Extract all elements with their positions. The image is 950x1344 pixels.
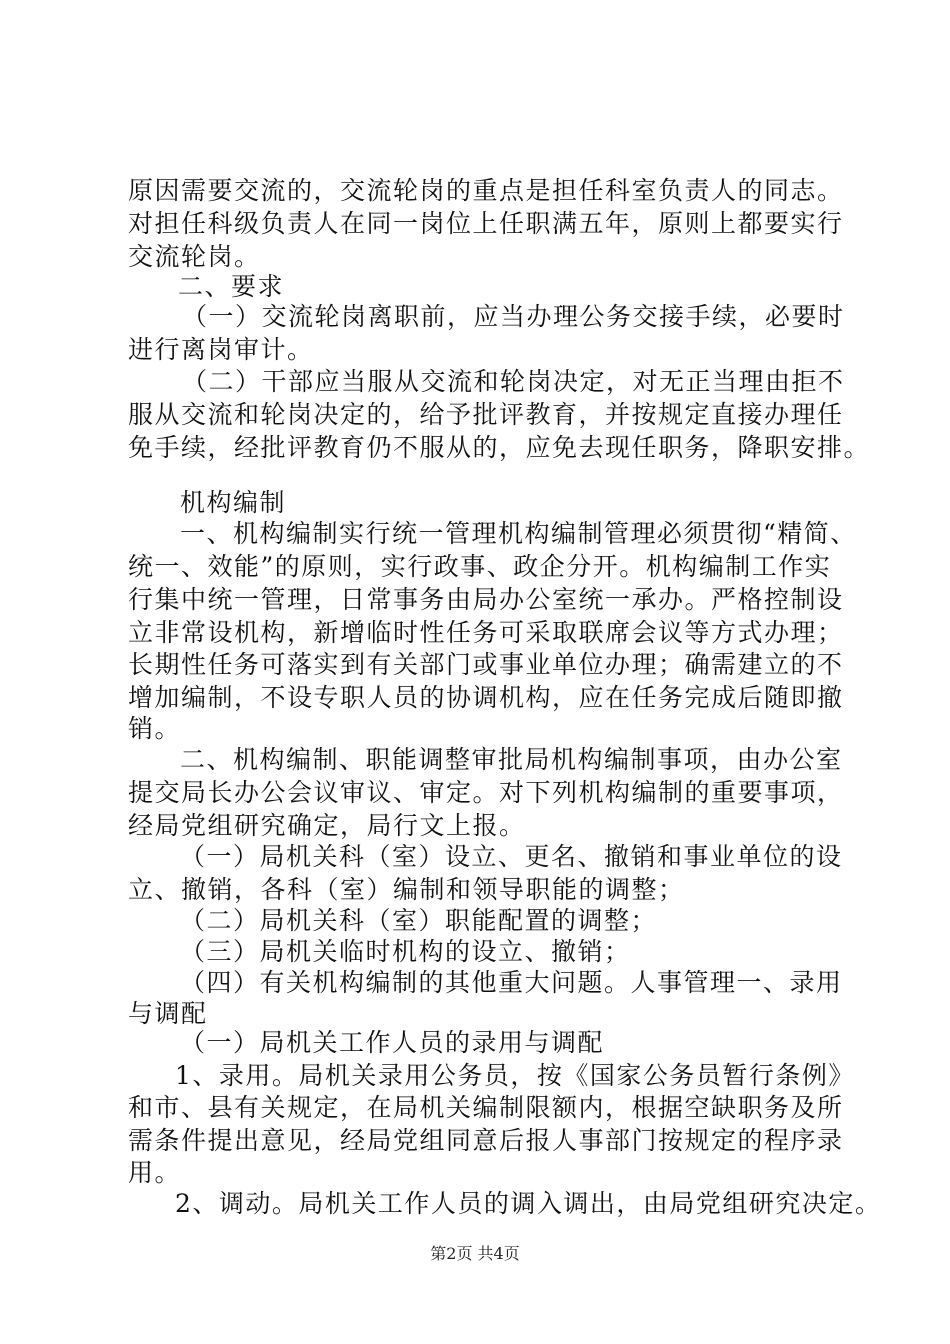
text-line: 对担任科级负责人在同一岗位上任职满五年，原则上都要实行 [128,209,844,238]
text-line: 行集中统一管理，日常事务由局办公室统一承办。严格控制设 [128,585,844,614]
text-line: 一、机构编制实行统一管理机构编制管理必须贯彻“精简、 [180,519,857,548]
text-line: 提交局长办公会议审议、审定。对下列机构编制的重要事项， [128,778,844,807]
section-heading: 机构编制 [180,488,287,517]
text-line: 免手续，经批评教育仍不服从的，应免去现任职务，降职安排。 [128,433,871,462]
text-line: （二）干部应当服从交流和轮岗决定，对无正当理由拒不 [182,367,845,396]
text-line: 1、录用。局机关录用公务员，按《国家公务员暂行条例》 [175,1061,855,1090]
text-line: （三）局机关临时机构的设立、撤销； [180,937,631,966]
text-line: 二、机构编制、职能调整审批局机构编制事项，由办公室 [180,745,843,774]
text-line: （四）有关机构编制的其他重大问题。人事管理一、录用 [180,968,843,997]
text-line: 用。 [128,1158,182,1187]
text-line: 立非常设机构，新增临时性任务可采取联席会议等方式办理； [128,618,844,647]
text-line: 需条件提出意见，经局党组同意后报人事部门按规定的程序录 [128,1126,844,1155]
text-line: 原因需要交流的，交流轮岗的重点是担任科室负责人的同志。 [128,176,844,205]
text-line: 长期性任务可落实到有关部门或事业单位办理；确需建立的不 [128,650,844,679]
text-line: 立、撤销，各科（室）编制和领导职能的调整； [128,875,685,904]
text-line: （一）交流轮岗离职前，应当办理公务交接手续，必要时 [182,302,845,331]
text-line: （一）局机关工作人员的录用与调配 [180,1028,605,1057]
text-line: 和市、县有关规定，在局机关编制限额内，根据空缺职务及所 [128,1093,844,1122]
page-footer: 第2页 共4页 [430,1244,520,1263]
text-line: 统一、效能”的原则，实行政事、政企分开。机构编制工作实 [128,552,832,581]
text-line: 经局党组研究确定，局行文上报。 [128,811,526,840]
text-line: 服从交流和轮岗决定的，给予批评教育，并按规定直接办理任 [128,400,844,429]
text-line: 2、调动。局机关工作人员的调入调出，由局党组研究决定。 [175,1189,882,1218]
text-line: 交流轮岗。 [128,242,261,271]
section-heading: 二、要求 [178,272,285,301]
text-line: 进行离岗审计。 [128,335,314,364]
text-line: （二）局机关科（室）职能配置的调整； [180,906,658,935]
text-line: 与调配 [128,999,208,1028]
text-line: 销。 [128,714,182,743]
text-line: （一）局机关科（室）设立、更名、撤销和事业单位的设 [180,842,843,871]
text-line: 增加编制，不设专职人员的协调机构，应在任务完成后随即撤 [128,683,844,712]
